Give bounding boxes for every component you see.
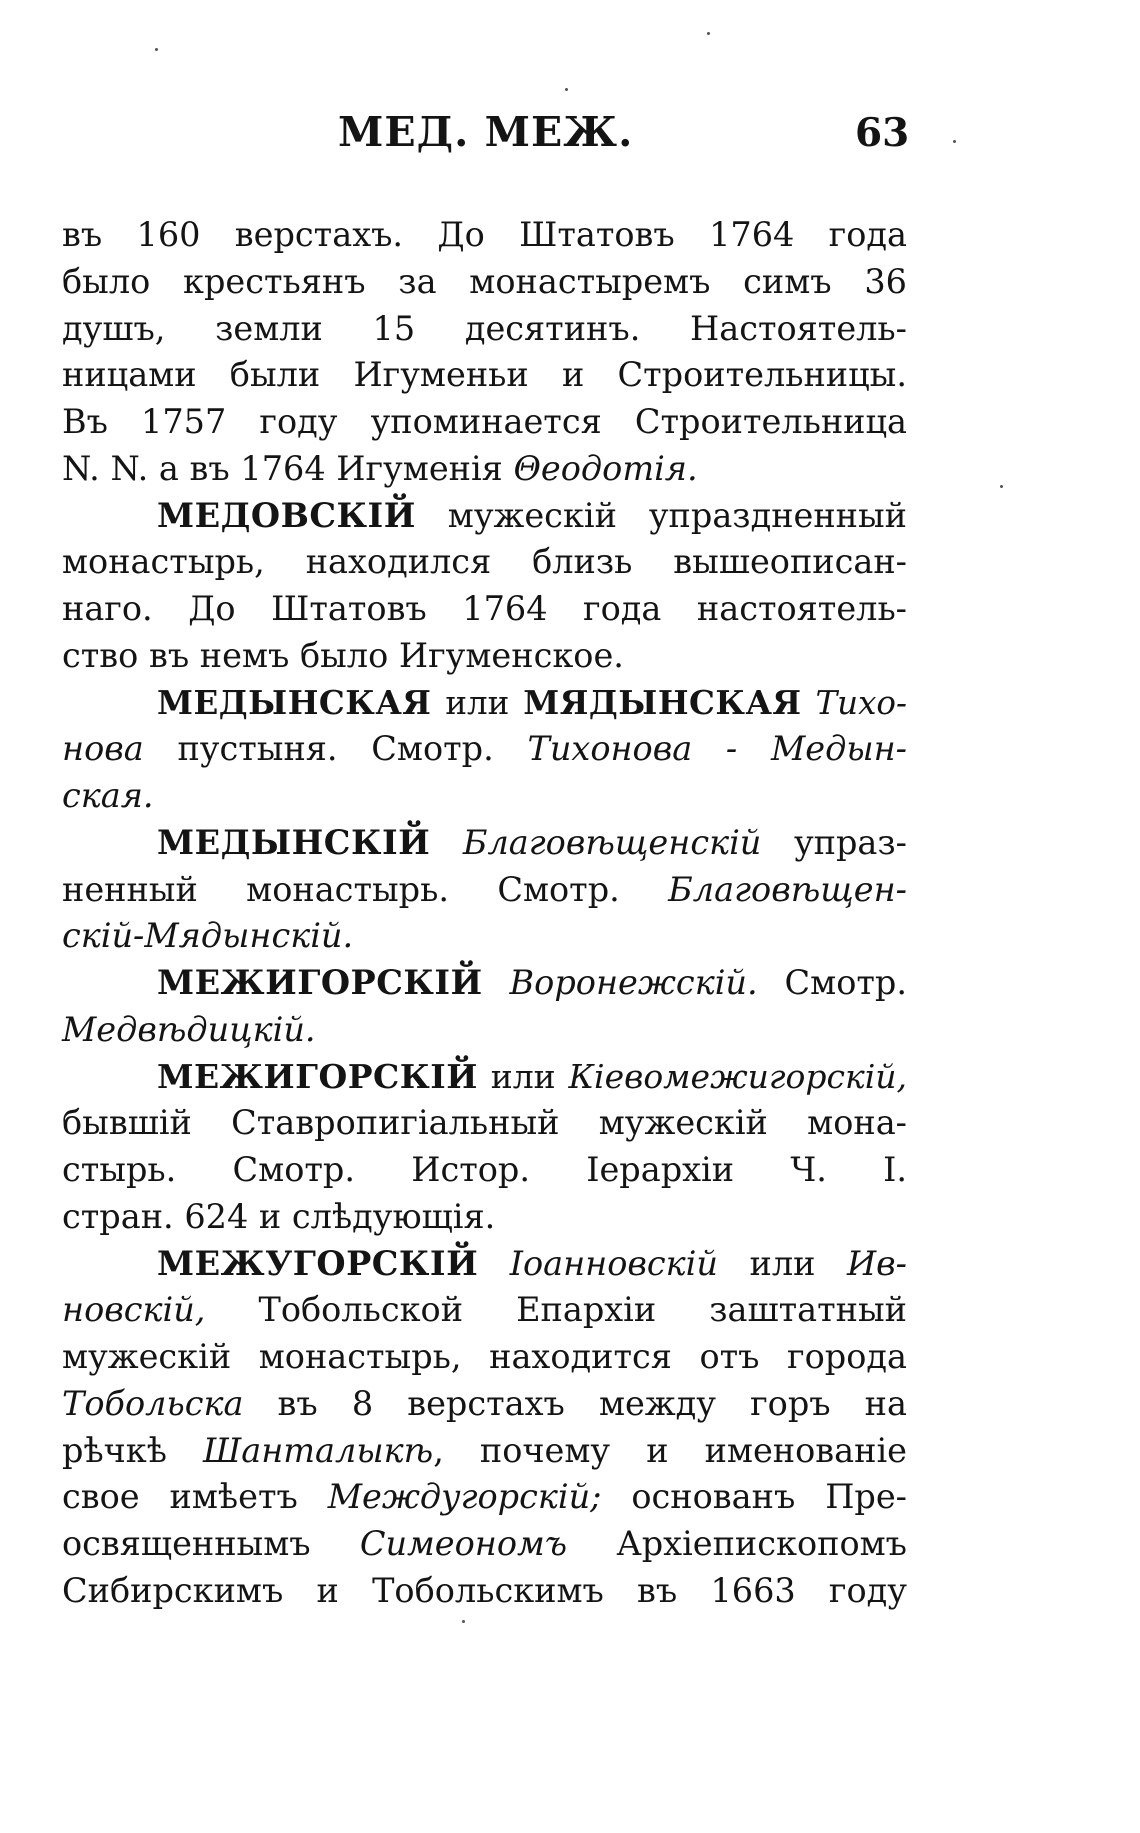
- page-number: 63: [855, 110, 910, 156]
- italic-text: Ив-: [846, 1243, 907, 1283]
- text-line: [62, 1287, 907, 1334]
- italic-text: Тобольска: [62, 1383, 244, 1423]
- italic-text: Θеодотія.: [513, 448, 698, 488]
- text-line: [62, 1241, 907, 1288]
- text-segment: мужескій упраздненный: [415, 495, 907, 535]
- text-line: бывшій Ставропигіальный мужескій мона-: [62, 1103, 907, 1143]
- text-segment: или: [477, 1056, 569, 1096]
- text-line: Въ 1757 году упоминается Строительница: [62, 402, 907, 441]
- italic-text: Іоанновскій: [478, 1243, 718, 1283]
- text-line: [62, 680, 907, 727]
- text-line: [62, 1474, 907, 1521]
- text-segment: рѣчкѣ: [62, 1430, 203, 1470]
- italic-text: Междугорскій;: [327, 1477, 602, 1517]
- scan-speck: [462, 1620, 465, 1623]
- text-segment: упраз-: [761, 822, 907, 862]
- text-line: въ 160 верстахъ. До Штатовъ 1764 года: [62, 215, 907, 254]
- text-segment: Архіепископомъ: [567, 1524, 907, 1563]
- text-segment: , почему и именованіе: [433, 1430, 907, 1470]
- entry-headword: МЕЖУГОРСКІЙ: [157, 1243, 479, 1283]
- running-head: МЕД. МЕЖ.: [338, 108, 634, 156]
- text-line: [62, 1054, 907, 1101]
- text-segment: Тобольской Епархіи заштатный: [205, 1290, 907, 1330]
- italic-text: ская.: [62, 776, 154, 815]
- scan-speck: [707, 32, 710, 35]
- text-segment: или: [717, 1243, 847, 1283]
- text-line: монастырь, находился близь вышеописан-: [62, 542, 907, 582]
- text-line: [62, 1381, 907, 1428]
- text-line: стырь. Смотр. Истор. Іерархіи Ч. I.: [62, 1150, 907, 1189]
- text-segment: свое имѣетъ: [62, 1477, 328, 1517]
- italic-text: нова: [62, 729, 144, 769]
- italic-text: Тихонова - Медын-: [527, 729, 907, 769]
- italic-text: Медвѣдицкій.: [62, 1009, 316, 1049]
- entry-headword: МЕДОВСКІЙ: [157, 495, 416, 535]
- entry-headword: МЕЖИГОРСКІЙ: [157, 963, 483, 1002]
- text-line: было крестьянъ за монастыремъ симъ 36: [62, 261, 907, 301]
- page-header: [0, 108, 1140, 168]
- italic-text: новскій,: [62, 1290, 206, 1330]
- text-segment: въ 8 верстахъ между горъ на: [243, 1383, 907, 1423]
- italic-text: Шанталыкѣ: [203, 1430, 434, 1470]
- entry-headword: МЕДЫНСКІЙ: [157, 822, 431, 862]
- entry-headword: МЕДЫНСКАЯ: [157, 682, 432, 722]
- entry-headword: МЕЖИГОРСКІЙ: [157, 1056, 478, 1096]
- italic-text: Благовѣщен-: [668, 869, 907, 909]
- text-line: [62, 446, 907, 493]
- text-line: [62, 1428, 907, 1475]
- text-line: [62, 820, 907, 867]
- text-line: [62, 726, 907, 773]
- italic-text: Симеономъ: [359, 1524, 568, 1563]
- italic-text: Благовѣщенскій: [430, 822, 762, 862]
- text-line: душъ, земли 15 десятинъ. Настоятель-: [62, 308, 907, 348]
- text-segment: или: [431, 683, 524, 722]
- italic-text: Воронежскій.: [482, 963, 758, 1002]
- text-line: [62, 493, 907, 540]
- text-segment: ненный монастырь. Смотр.: [62, 869, 669, 909]
- scan-speck: [1000, 485, 1003, 488]
- text-line: [62, 1521, 907, 1568]
- scan-speck: [565, 88, 568, 91]
- scan-speck: [953, 140, 956, 143]
- text-line: Сибирскимъ и Тобольскимъ въ 1663 году: [62, 1570, 907, 1610]
- italic-text: Кіевомежигорскій,: [568, 1056, 907, 1096]
- text-line: [62, 960, 907, 1007]
- text-line: [62, 867, 907, 914]
- italic-text: Тихо-: [801, 683, 907, 722]
- text-line: ство въ немъ было Игуменское.: [62, 635, 624, 675]
- text-segment: основанъ Пре-: [601, 1477, 907, 1517]
- scan-speck: [155, 48, 158, 51]
- text-segment: N. N. а въ 1764 Игуменія: [62, 448, 514, 488]
- entry-headword: МЯДЫНСКАЯ: [523, 682, 802, 722]
- text-line: [62, 913, 907, 960]
- italic-text: скій-Мядынскій.: [62, 916, 354, 956]
- text-segment: пустыня. Смотр.: [143, 729, 528, 769]
- text-line: стран. 624 и слѣдующія.: [62, 1196, 496, 1236]
- text-line: [62, 773, 907, 820]
- text-segment: Смотр.: [757, 963, 907, 1002]
- text-line: мужескій монастырь, находится отъ города: [62, 1337, 907, 1376]
- text-line: ницами были Игуменьи и Строительницы.: [62, 355, 907, 395]
- text-segment: освященнымъ: [62, 1524, 360, 1563]
- text-line: наго. До Штатовъ 1764 года настоятель-: [62, 589, 907, 628]
- text-line: [62, 1007, 907, 1054]
- body-text: [62, 212, 907, 1615]
